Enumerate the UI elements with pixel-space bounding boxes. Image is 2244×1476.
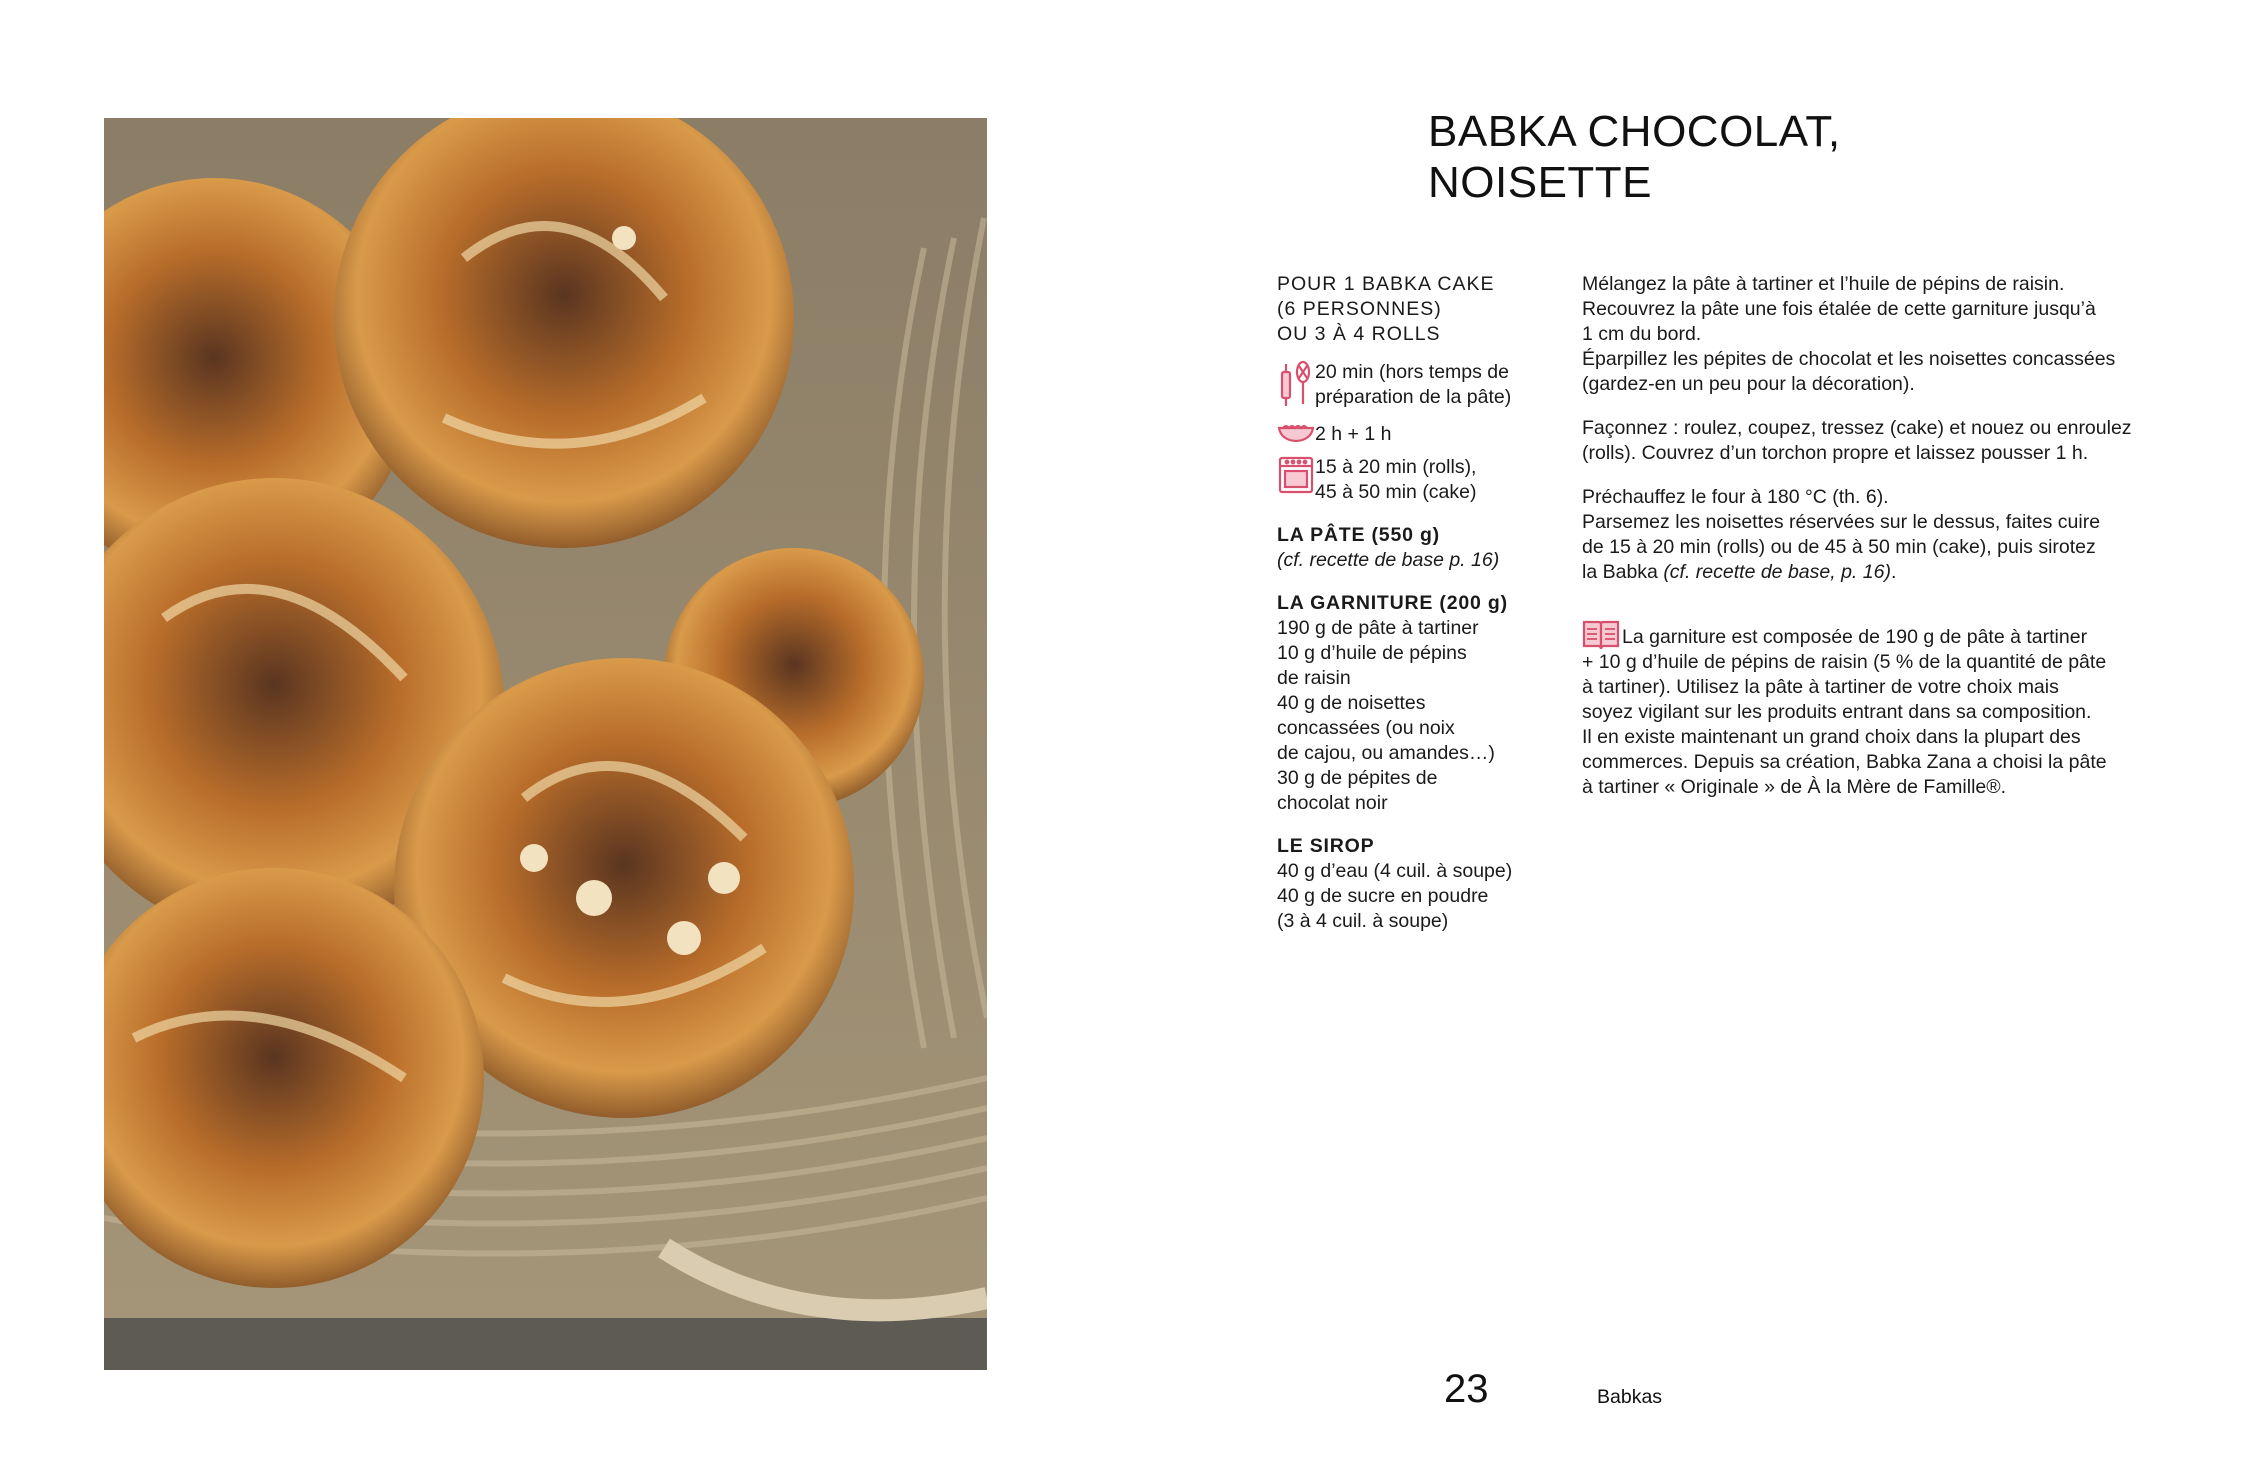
ingredient-line: 40 g de noisettes (1277, 692, 1426, 714)
title-line-2: NOISETTE (1428, 158, 1653, 207)
prep-time-text (1315, 360, 1511, 410)
rest-time (1277, 422, 1567, 447)
bake-time-line: 45 à 50 min (cake) (1315, 481, 1477, 503)
note-line: à tartiner). Utilisez la pâte à tartiner de votre choix mais (1582, 676, 2059, 698)
babka-photo (104, 118, 987, 1370)
servings-line: (6 PERSONNES) (1277, 298, 1442, 320)
step-text: la Babka (1582, 561, 1664, 583)
oven-icon (1277, 455, 1315, 505)
rolling-pin-whisk-icon (1277, 360, 1315, 410)
step-line: Façonnez : roulez, coupez, tressez (cake) et nouez ou enroulez (1582, 417, 2132, 439)
step-line: (rolls). Couvrez d’un torchon propre et laissez pousser 1 h. (1582, 442, 2089, 464)
servings-line: POUR 1 BABKA CAKE (1277, 273, 1495, 295)
ingredient-line: (3 à 4 cuil. à soupe) (1277, 910, 1449, 932)
ingredient-line: 190 g de pâte à tartiner (1277, 617, 1479, 639)
rest-time-line: 2 h + 1 h (1315, 423, 1392, 445)
step-paragraph-1 (1582, 272, 2162, 397)
servings (1277, 272, 1567, 347)
recipe-title (1428, 106, 2128, 208)
tip-note (1582, 625, 2162, 800)
prep-time-line: préparation de la pâte) (1315, 386, 1512, 408)
step-line: Préchauffez le four à 180 °C (th. 6). (1582, 486, 1889, 508)
ingredient-line: 40 g d’eau (4 cuil. à soupe) (1277, 860, 1513, 882)
filling-title: LA GARNITURE (200 g) (1277, 592, 1508, 614)
note-line: commerces. Depuis sa création, Babka Zana a choisi la pâte (1582, 751, 2107, 773)
note-line: soyez vigilant sur les produits entrant dans sa composition. (1582, 701, 2092, 723)
ingredient-line: chocolat noir (1277, 792, 1388, 814)
ingredient-line: de cajou, ou amandes…) (1277, 742, 1495, 764)
step-reference: (cf. recette de base, p. 16) (1663, 561, 1891, 583)
title-line-1: BABKA CHOCOLAT, (1428, 107, 1841, 156)
prep-time-line: 20 min (hors temps de (1315, 361, 1510, 383)
step-line: Éparpillez les pépites de chocolat et les noisettes concassées (1582, 348, 2116, 370)
syrup-section (1277, 834, 1567, 934)
bake-time-line: 15 à 20 min (rolls), (1315, 456, 1477, 478)
step-line: 1 cm du bord. (1582, 323, 1702, 345)
page-number: 23 (1444, 1367, 1489, 1411)
step-line (1582, 560, 2162, 585)
step-line: Parsemez les noisettes réservées sur le dessus, faites cuire (1582, 511, 2101, 533)
ingredient-line: concassées (ou noix (1277, 717, 1455, 739)
note-line: Il en existe maintenant un grand choix dans la plupart des (1582, 726, 2081, 748)
rest-time-text (1315, 422, 1391, 447)
dough-reference: (cf. recette de base p. 16) (1277, 549, 1500, 571)
note-line: à tartiner « Originale » de À la Mère de Famille®. (1582, 776, 2007, 798)
servings-line: OU 3 À 4 ROLLS (1277, 323, 1441, 345)
ingredient-line: 30 g de pépites de (1277, 767, 1438, 789)
ingredients-column (1277, 272, 1567, 934)
bake-time-text (1315, 455, 1477, 505)
step-line: (gardez-en un peu pour la décoration). (1582, 373, 1915, 395)
open-book-icon (1582, 619, 1620, 651)
dough-section (1277, 523, 1567, 573)
step-line: de 15 à 20 min (rolls) ou de 45 à 50 min (cake), puis sirotez (1582, 536, 2096, 558)
ingredient-line: 40 g de sucre en poudre (1277, 885, 1489, 907)
proofing-bowl-icon (1277, 422, 1315, 444)
method-column (1582, 272, 2162, 800)
filling-section (1277, 591, 1567, 816)
bake-time (1277, 455, 1567, 505)
syrup-title: LE SIROP (1277, 835, 1375, 857)
dough-title: LA PÂTE (550 g) (1277, 524, 1440, 546)
ingredient-line: de raisin (1277, 667, 1351, 689)
prep-time (1277, 360, 1567, 410)
step-text: . (1890, 561, 1897, 583)
step-paragraph-3 (1582, 485, 2162, 585)
step-line: Recouvrez la pâte une fois étalée de cette garniture jusqu’à (1582, 298, 2096, 320)
note-line: La garniture est composée de 190 g de pâte à tartiner (1622, 626, 2088, 648)
ingredient-line: 10 g d’huile de pépins (1277, 642, 1467, 664)
step-paragraph-2 (1582, 416, 2162, 466)
section-label: Babkas (1597, 1386, 1663, 1408)
note-line: + 10 g d’huile de pépins de raisin (5 % de la quantité de pâte (1582, 651, 2107, 673)
step-line: Mélangez la pâte à tartiner et l’huile de pépins de raisin. (1582, 273, 2065, 295)
